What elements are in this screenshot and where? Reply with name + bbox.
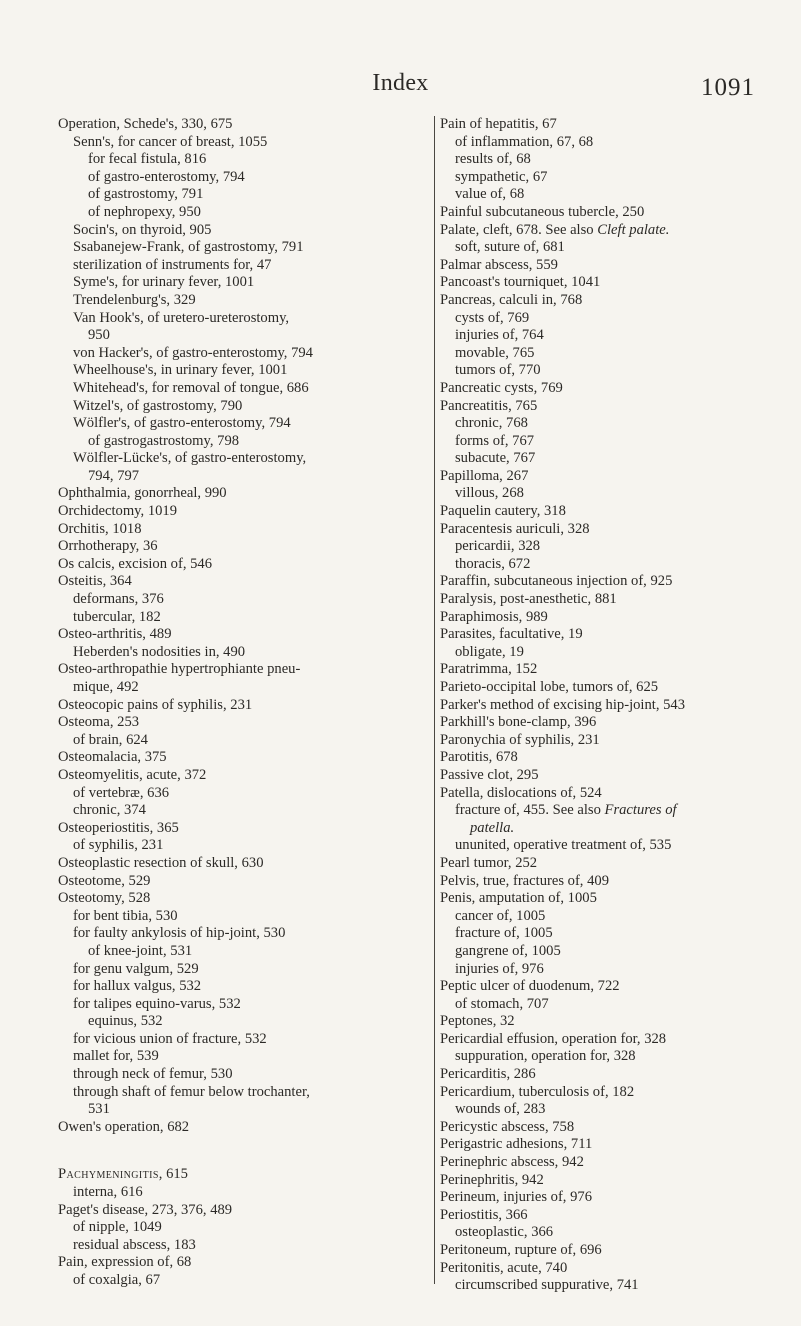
index-entry: Paraffin, subcutaneous injection of, 925	[440, 573, 673, 590]
index-subentry: of gastrogastrostomy, 798	[88, 432, 240, 449]
index-entry: Osteocopic pains of syphilis, 231	[58, 696, 253, 713]
index-subentry: Senn's, for cancer of breast, 1055	[73, 133, 268, 150]
index-entry: Pericardial effusion, operation for, 328	[440, 1030, 667, 1047]
index-entry: Os calcis, excision of, 546	[58, 555, 213, 572]
index-subentry: results of, 68	[455, 151, 531, 168]
index-entry: Osteomalacia, 375	[58, 749, 167, 766]
index-entry: Pain, expression of, 68	[58, 1254, 192, 1271]
page-header	[0, 70, 801, 110]
index-entry: Parieto-occipital lobe, tumors of, 625	[440, 679, 659, 695]
index-subentry: 794, 797	[88, 467, 140, 484]
index-subentry: of syphilis, 231	[73, 837, 164, 854]
index-subentry: for vicious union of fracture, 532	[73, 1030, 267, 1047]
index-column-left	[58, 116, 428, 1290]
index-subentry: cysts of, 769	[455, 309, 530, 326]
index-entry: Ophthalmia, gonorrheal, 990	[58, 485, 227, 502]
index-entry: Paracentesis auriculi, 328	[440, 520, 590, 537]
index-subentry: of gastrostomy, 791	[88, 186, 204, 203]
index-subentry: Heberden's nodosities in, 490	[73, 643, 246, 660]
index-subentry: Van Hook's, of uretero-ureterostomy,	[73, 309, 290, 326]
index-subentry: interna, 616	[73, 1184, 143, 1201]
index-subentry: tubercular, 182	[73, 608, 161, 625]
index-subentry: injuries of, 764	[455, 327, 544, 344]
index-entry: Pericardium, tuberculosis of, 182	[440, 1083, 635, 1100]
index-subentry: Whitehead's, for removal of tongue, 686	[73, 379, 309, 396]
index-subentry: pericardii, 328	[455, 538, 541, 555]
index-entry: Passive clot, 295	[440, 766, 539, 783]
index-entry: Paget's disease, 273, 376, 489	[58, 1201, 233, 1218]
index-subentry: for bent tibia, 530	[73, 907, 178, 924]
index-entry: Peritoneum, rupture of, 696	[440, 1242, 602, 1258]
index-entry: Osteotome, 529	[58, 872, 151, 889]
index-subentry: for faulty ankylosis of hip-joint, 530	[73, 925, 286, 942]
index-entry: Pearl tumor, 252	[440, 854, 538, 871]
index-subentry: tumors of, 770	[455, 362, 541, 379]
index-subentry: obligate, 19	[455, 643, 524, 660]
index-entry: Pancreatitis, 765	[440, 397, 538, 414]
index-subentry: through neck of femur, 530	[73, 1066, 233, 1083]
index-entry: Pericarditis, 286	[440, 1066, 536, 1083]
index-subentry: circumscribed suppurative, 741	[455, 1277, 639, 1294]
index-subentry: equinus, 532	[88, 1013, 163, 1030]
index-entry: Pelvis, true, fractures of, 409	[440, 872, 609, 889]
index-subentry: Ssabanejew-Frank, of gastrostomy, 791	[73, 239, 304, 256]
index-subentry: of stomach, 707	[455, 995, 549, 1012]
index-entry: Pain of hepatitis, 67	[440, 116, 557, 132]
index-subentry: of nipple, 1049	[73, 1219, 162, 1236]
index-entry: Parkhill's bone-clamp, 396	[440, 714, 597, 731]
index-subentry: cancer of, 1005	[455, 907, 546, 924]
index-entry: Osteotomy, 528	[58, 890, 151, 907]
index-subentry: soft, suture of, 681	[455, 239, 565, 256]
index-entry: Osteo-arthropathie hypertrophiante pneu-	[58, 661, 301, 678]
index-entry: Peptones, 32	[440, 1013, 515, 1030]
index-subentry: for fecal fistula, 816	[88, 151, 207, 168]
index-entry: Patella, dislocations of, 524	[440, 784, 602, 801]
index-entry: Painful subcutaneous tubercle, 250	[440, 203, 645, 220]
index-entry: Osteomyelitis, acute, 372	[58, 766, 207, 783]
index-subentry: sympathetic, 67	[455, 168, 548, 185]
index-subentry: of coxalgia, 67	[73, 1272, 161, 1288]
index-entry: Pancreas, calculi in, 768	[440, 291, 583, 308]
index-subentry: fracture of, 1005	[455, 925, 553, 942]
index-entry: Parasites, facultative, 19	[440, 626, 583, 643]
index-subentry: value of, 68	[455, 186, 525, 203]
index-subentry: chronic, 768	[455, 415, 528, 432]
index-subentry: of brain, 624	[73, 731, 148, 748]
index-entry: Periostitis, 366	[440, 1206, 528, 1223]
index-subentry: von Hacker's, of gastro-enterostomy, 794	[73, 344, 313, 361]
index-column-right	[440, 116, 785, 1295]
index-entry: Pericystic abscess, 758	[440, 1118, 575, 1135]
index-entry: Parker's method of excising hip-joint, 543	[440, 696, 686, 713]
index-subentry: villous, 268	[455, 485, 524, 502]
index-entry: Perinephric abscess, 942	[440, 1154, 584, 1171]
index-subentry: thoracis, 672	[455, 555, 531, 572]
index-subentry: chronic, 374	[73, 802, 146, 819]
running-head-title: Index	[372, 70, 429, 96]
page-number: 1091	[701, 74, 755, 101]
index-entry: Perineum, injuries of, 976	[440, 1189, 592, 1206]
index-subentry: residual abscess, 183	[73, 1236, 196, 1253]
index-entry: Palate, cleft, 678. See also Cleft palate.	[440, 221, 670, 238]
index-entry: Operation, Schede's, 330, 675	[58, 116, 233, 132]
index-subentry: sterilization of instruments for, 47	[73, 256, 272, 273]
index-entry: Paquelin cautery, 318	[440, 503, 566, 520]
index-subentry: osteoplastic, 366	[455, 1224, 554, 1241]
index-subentry: Trendelenburg's, 329	[73, 291, 196, 308]
index-subentry: 950	[88, 327, 110, 344]
index-subentry: 531	[88, 1101, 110, 1118]
index-entry: Paratrimma, 152	[440, 661, 538, 678]
index-entry: Owen's operation, 682	[58, 1118, 190, 1135]
section-gap	[58, 1136, 428, 1166]
index-entry: Pancreatic cysts, 769	[440, 379, 563, 396]
index-entry: Osteoma, 253	[58, 714, 140, 731]
index-entry: Pachymeningitis, 615	[58, 1166, 188, 1183]
index-subentry: of gastro-enterostomy, 794	[88, 168, 245, 185]
index-subentry: Witzel's, of gastrostomy, 790	[73, 397, 243, 414]
index-subentry: for talipes equino-varus, 532	[73, 995, 241, 1012]
index-subentry: Syme's, for urinary fever, 1001	[73, 274, 255, 291]
index-entry: Peritonitis, acute, 740	[440, 1259, 568, 1276]
index-subentry: fracture of, 455. See also Fractures of	[455, 802, 677, 819]
index-entry: Penis, amputation of, 1005	[440, 890, 597, 907]
index-subentry: suppuration, operation for, 328	[455, 1048, 636, 1065]
index-subentry: forms of, 767	[455, 432, 535, 449]
index-entry: Parotitis, 678	[440, 749, 518, 766]
index-entry: Orchitis, 1018	[58, 520, 142, 537]
index-subentry: mique, 492	[73, 679, 139, 695]
index-subentry: patella.	[470, 819, 515, 836]
index-entry: Paronychia of syphilis, 231	[440, 731, 600, 748]
index-entry: Pancoast's tourniquet, 1041	[440, 274, 601, 291]
index-subentry: subacute, 767	[455, 450, 536, 467]
index-subentry: Socin's, on thyroid, 905	[73, 221, 212, 238]
index-subentry: through shaft of femur below trochanter,	[73, 1083, 310, 1100]
index-entry: Paralysis, post-anesthetic, 881	[440, 591, 617, 608]
index-subentry: Wölfler-Lücke's, of gastro-enterostomy,	[73, 450, 307, 467]
index-subentry: movable, 765	[455, 344, 535, 361]
index-subentry: Wölfler's, of gastro-enterostomy, 794	[73, 415, 291, 432]
index-entry: Peptic ulcer of duodenum, 722	[440, 978, 620, 995]
index-entry: Paraphimosis, 989	[440, 608, 548, 625]
index-entry: Osteo-arthritis, 489	[58, 626, 172, 643]
index-entry: Osteoplastic resection of skull, 630	[58, 854, 264, 871]
index-subentry: Wheelhouse's, in urinary fever, 1001	[73, 362, 288, 379]
index-subentry: deformans, 376	[73, 591, 164, 608]
index-subentry: wounds of, 283	[455, 1101, 546, 1118]
index-subentry: mallet for, 539	[73, 1048, 159, 1065]
index-subentry: for hallux valgus, 532	[73, 978, 202, 995]
index-entry: Orrhotherapy, 36	[58, 538, 158, 555]
index-entry: Palmar abscess, 559	[440, 256, 558, 273]
column-divider	[434, 116, 435, 1284]
index-subentry: gangrene of, 1005	[455, 942, 561, 959]
index-entry: Orchidectomy, 1019	[58, 503, 178, 520]
index-subentry: of knee-joint, 531	[88, 942, 193, 959]
index-subentry: ununited, operative treatment of, 535	[455, 837, 672, 854]
index-entry: Osteitis, 364	[58, 573, 132, 590]
index-subentry: injuries of, 976	[455, 960, 544, 977]
index-subentry: of nephropexy, 950	[88, 203, 201, 220]
index-entry: Perinephritis, 942	[440, 1171, 544, 1188]
index-subentry: of vertebræ, 636	[73, 784, 170, 801]
index-subentry: for genu valgum, 529	[73, 960, 199, 977]
index-subentry: of inflammation, 67, 68	[455, 133, 594, 150]
index-entry: Papilloma, 267	[440, 467, 529, 484]
index-entry: Perigastric adhesions, 711	[440, 1136, 593, 1153]
index-entry: Osteoperiostitis, 365	[58, 819, 179, 836]
